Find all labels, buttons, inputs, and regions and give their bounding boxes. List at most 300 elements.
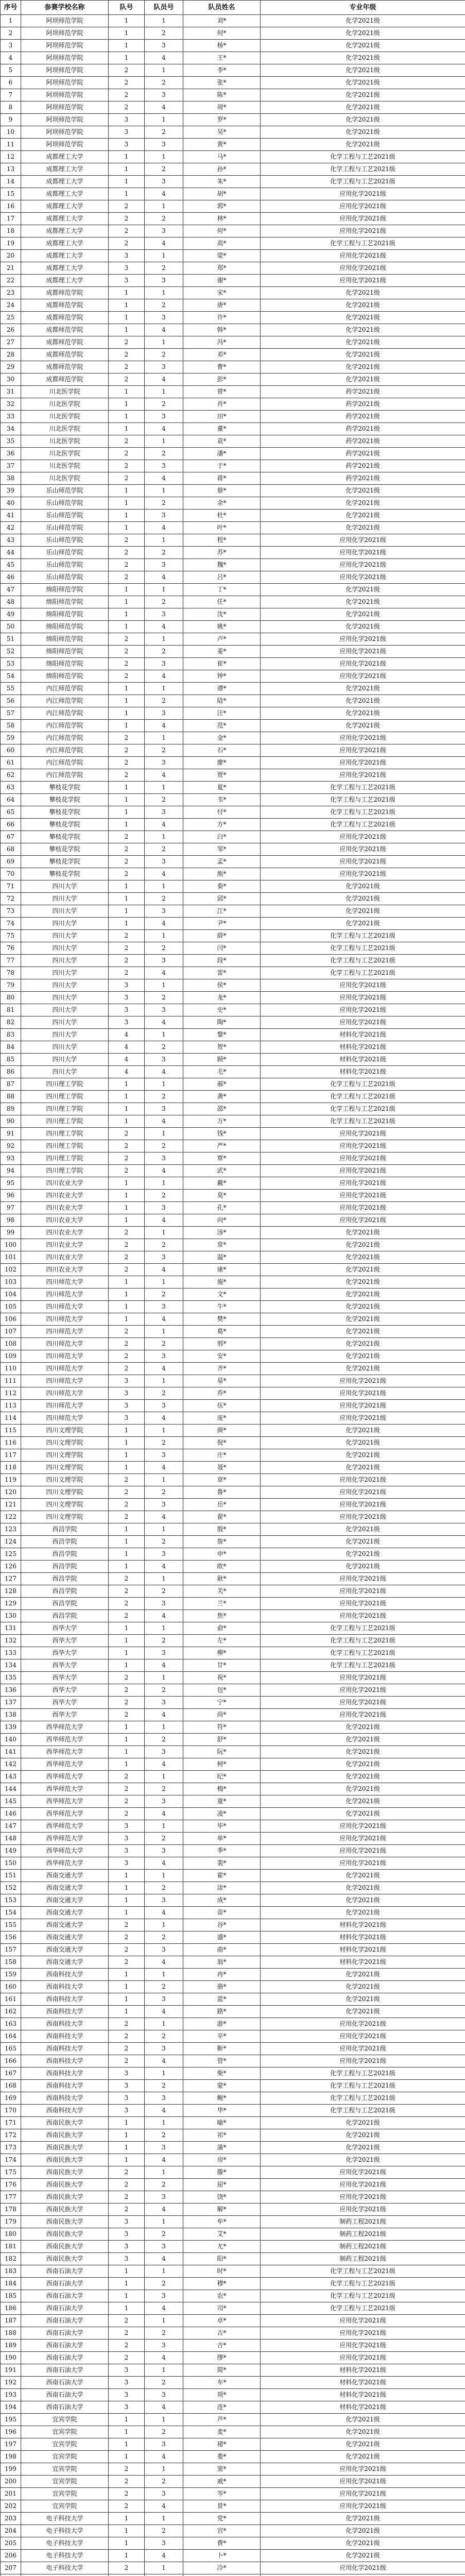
cell-major-grade: 应用化学2021级 <box>261 250 465 262</box>
cell-major-grade: 应用化学2021级 <box>261 1573 465 1585</box>
cell-major-grade: 应用化学2021级 <box>261 732 465 744</box>
cell-index: 151 <box>1 1870 21 1882</box>
cell-major-grade: 化学2021级 <box>261 893 465 905</box>
cell-member-name: 杨* <box>183 40 261 52</box>
cell-team-no: 2 <box>109 670 145 683</box>
cell-team-no: 1 <box>109 806 145 819</box>
cell-school: 西南民族大学 <box>21 2129 109 2142</box>
cell-major-grade: 化学工程与工艺2021级 <box>261 2080 465 2092</box>
cell-member-name: 江* <box>183 905 261 918</box>
cell-school: 成都理工大学 <box>21 176 109 188</box>
cell-member-no: 3 <box>145 608 183 621</box>
cell-member-name: 付* <box>183 806 261 819</box>
table-row <box>1 1511 465 1523</box>
cell-major-grade: 化学2021级 <box>261 114 465 126</box>
cell-major-grade: 化学2021级 <box>261 1350 465 1363</box>
cell-member-name: 贾* <box>183 769 261 782</box>
cell-major-grade: 应用化学2021级 <box>261 1153 465 1165</box>
cell-school: 四川文理学院 <box>21 1511 109 1523</box>
cell-school: 四川理工学院 <box>21 1140 109 1153</box>
cell-member-name: 耿* <box>183 1573 261 1585</box>
cell-team-no: 1 <box>109 1214 145 1227</box>
cell-member-no: 1 <box>145 1820 183 1833</box>
cell-major-grade: 应用化学2021级 <box>261 1845 465 1857</box>
cell-school: 成都理工大学 <box>21 238 109 250</box>
cell-member-name: 艾* <box>183 2228 261 2241</box>
cell-major-grade: 化学2021级 <box>261 608 465 621</box>
cell-team-no: 1 <box>109 621 145 633</box>
cell-school: 西南石油大学 <box>21 2265 109 2278</box>
table-row <box>1 856 465 868</box>
table-row <box>1 1425 465 1437</box>
table-row <box>1 2414 465 2426</box>
cell-member-no: 1 <box>145 485 183 497</box>
cell-school: 西华大学 <box>21 1672 109 1684</box>
cell-school: 西昌学院 <box>21 1585 109 1598</box>
cell-member-no: 2 <box>145 2179 183 2191</box>
cell-index: 125 <box>1 1548 21 1561</box>
cell-member-no: 2 <box>145 1684 183 1697</box>
cell-team-no: 2 <box>109 744 145 757</box>
cell-member-name: 严* <box>183 1140 261 1153</box>
cell-major-grade: 化学2021级 <box>261 101 465 114</box>
cell-member-no: 3 <box>145 1845 183 1857</box>
cell-index: 194 <box>1 2401 21 2414</box>
cell-major-grade: 应用化学2021级 <box>261 1140 465 1153</box>
cell-index: 149 <box>1 1845 21 1857</box>
cell-school: 四川大学 <box>21 955 109 967</box>
cell-index: 198 <box>1 2451 21 2463</box>
cell-team-no: 1 <box>109 794 145 806</box>
table-row <box>1 1956 465 1969</box>
cell-school: 攀枝花学院 <box>21 782 109 794</box>
cell-school: 攀枝花学院 <box>21 843 109 856</box>
table-row <box>1 1326 465 1338</box>
cell-member-name: 谭* <box>183 683 261 695</box>
cell-major-grade: 材料化学2021级 <box>261 1041 465 1054</box>
cell-school: 四川师范大学 <box>21 1363 109 1375</box>
cell-major-grade: 应用化学2021级 <box>261 571 465 584</box>
cell-major-grade: 应用化学2021级 <box>261 1598 465 1610</box>
cell-member-no: 2 <box>145 992 183 1004</box>
cell-member-name: 姜* <box>183 646 261 658</box>
cell-major-grade: 化学2021级 <box>261 1523 465 1536</box>
cell-team-no: 1 <box>109 386 145 398</box>
cell-member-name: 樊* <box>183 1313 261 1326</box>
cell-member-name: 温* <box>183 1251 261 1264</box>
cell-school: 成都理工大学 <box>21 275 109 287</box>
cell-member-no: 2 <box>145 1585 183 1598</box>
cell-member-name: 顾* <box>183 1054 261 1066</box>
cell-index: 82 <box>1 1016 21 1029</box>
table-row <box>1 238 465 250</box>
cell-member-name: 夏* <box>183 782 261 794</box>
cell-member-name: 汪* <box>183 707 261 720</box>
cell-school: 阿坝师范学院 <box>21 40 109 52</box>
table-row <box>1 1276 465 1289</box>
cell-member-no: 4 <box>145 1561 183 1573</box>
cell-school: 四川理工学院 <box>21 1078 109 1091</box>
cell-school: 四川大学 <box>21 1004 109 1016</box>
cell-member-no: 2 <box>145 1387 183 1400</box>
cell-member-no: 4 <box>145 2550 183 2562</box>
cell-team-no: 2 <box>109 1573 145 1585</box>
cell-member-name: 于* <box>183 460 261 472</box>
cell-member-no: 2 <box>145 1734 183 1746</box>
cell-index: 19 <box>1 238 21 250</box>
cell-major-grade: 化学工程与工艺2021级 <box>261 2105 465 2117</box>
cell-school: 西南民族大学 <box>21 2204 109 2216</box>
cell-major-grade: 化学2021级 <box>261 497 465 510</box>
cell-member-name: 田* <box>183 411 261 423</box>
cell-major-grade: 化学工程与工艺2021级 <box>261 2302 465 2315</box>
cell-school: 乐山师范学院 <box>21 559 109 571</box>
cell-member-name: 娄* <box>183 2451 261 2463</box>
cell-index: 155 <box>1 1919 21 1931</box>
cell-member-name: 廖* <box>183 757 261 769</box>
cell-team-no: 1 <box>109 782 145 794</box>
cell-index: 105 <box>1 1301 21 1313</box>
cell-index: 57 <box>1 707 21 720</box>
cell-school: 四川大学 <box>21 1016 109 1029</box>
cell-team-no: 2 <box>109 843 145 856</box>
cell-major-grade: 应用化学2021级 <box>261 856 465 868</box>
cell-member-name: 詹* <box>183 1536 261 1548</box>
cell-school: 西华师范大学 <box>21 1795 109 1808</box>
cell-member-name: 庄* <box>183 1449 261 1462</box>
cell-school: 四川理工学院 <box>21 1103 109 1115</box>
cell-major-grade: 应用化学2021级 <box>261 2315 465 2327</box>
cell-major-grade: 化学2021级 <box>261 1338 465 1350</box>
cell-school: 四川理工学院 <box>21 1153 109 1165</box>
cell-school: 西南交通大学 <box>21 1931 109 1944</box>
cell-member-no: 4 <box>145 1462 183 1474</box>
cell-team-no: 2 <box>109 213 145 225</box>
cell-member-name: 胡* <box>183 188 261 200</box>
cell-index: 123 <box>1 1523 21 1536</box>
cell-index: 35 <box>1 435 21 448</box>
cell-team-no: 1 <box>109 2537 145 2550</box>
cell-member-name: 孟* <box>183 856 261 868</box>
cell-index: 12 <box>1 151 21 163</box>
table-row <box>1 2525 465 2537</box>
cell-member-name: 唐* <box>183 299 261 312</box>
cell-member-name: 尹* <box>183 918 261 930</box>
cell-member-no: 1 <box>145 435 183 448</box>
cell-major-grade: 应用化学2021级 <box>261 1511 465 1523</box>
cell-index: 207 <box>1 2562 21 2574</box>
cell-major-grade: 应用化学2021级 <box>261 1486 465 1499</box>
cell-index: 192 <box>1 2377 21 2389</box>
cell-member-no: 2 <box>145 1486 183 1499</box>
cell-member-no: 4 <box>145 1412 183 1425</box>
cell-major-grade: 制药工程2021级 <box>261 2216 465 2228</box>
cell-major-grade: 化学2021级 <box>261 1289 465 1301</box>
cell-school: 电子科技大学 <box>21 2525 109 2537</box>
cell-index: 196 <box>1 2426 21 2438</box>
cell-team-no: 1 <box>109 2513 145 2525</box>
cell-index: 176 <box>1 2179 21 2191</box>
cell-team-no: 1 <box>109 299 145 312</box>
cell-member-name: 邹* <box>183 843 261 856</box>
cell-school: 西南石油大学 <box>21 2290 109 2302</box>
table-row <box>1 2204 465 2216</box>
cell-member-name: 靳* <box>183 2043 261 2055</box>
cell-member-name: 孙* <box>183 163 261 176</box>
cell-team-no: 2 <box>109 101 145 114</box>
cell-index: 117 <box>1 1449 21 1462</box>
cell-member-no: 3 <box>145 2389 183 2401</box>
cell-index: 18 <box>1 225 21 238</box>
table-row <box>1 1771 465 1783</box>
cell-member-no: 1 <box>145 2265 183 2278</box>
cell-team-no: 3 <box>109 2092 145 2105</box>
table-row <box>1 510 465 522</box>
cell-school: 西南民族大学 <box>21 2154 109 2166</box>
cell-index: 189 <box>1 2340 21 2352</box>
cell-school <box>21 2574 109 2576</box>
cell-member-name: 宫* <box>183 2525 261 2537</box>
cell-member-no: 4 <box>145 1313 183 1326</box>
cell-index: 137 <box>1 1697 21 1709</box>
cell-member-no: 1 <box>145 831 183 843</box>
cell-school: 乐山师范学院 <box>21 497 109 510</box>
cell-member-name: 朱* <box>183 176 261 188</box>
cell-member-no: 2 <box>145 2426 183 2438</box>
cell-member-name: 黎* <box>183 1029 261 1041</box>
cell-index: 185 <box>1 2290 21 2302</box>
cell-member-name: 乔* <box>183 1387 261 1400</box>
cell-member-no: 1 <box>145 336 183 349</box>
cell-team-no: 1 <box>109 1647 145 1659</box>
table-row <box>1 2401 465 2414</box>
cell-major-grade: 药学2021级 <box>261 386 465 398</box>
cell-member-no: 4 <box>145 52 183 64</box>
cell-team-no: 2 <box>109 2476 145 2488</box>
cell-school: 成都理工大学 <box>21 213 109 225</box>
cell-member-name: 齐* <box>183 1363 261 1375</box>
table-row <box>1 101 465 114</box>
cell-team-no: 2 <box>109 1153 145 1165</box>
cell-member-name: 谢* <box>183 275 261 287</box>
cell-member-name: 方* <box>183 819 261 831</box>
table-row <box>1 139 465 151</box>
cell-member-name: 蓝* <box>183 1993 261 2006</box>
cell-school: 四川大学 <box>21 1041 109 1054</box>
cell-member-no: 4 <box>145 769 183 782</box>
cell-member-name: 石* <box>183 744 261 757</box>
cell-team-no: 1 <box>109 1103 145 1115</box>
cell-major-grade: 化学工程与工艺2021级 <box>261 955 465 967</box>
cell-team-no: 2 <box>109 1140 145 1153</box>
cell-member-no: 1 <box>145 930 183 942</box>
cell-member-no: 1 <box>145 200 183 213</box>
cell-member-name: 包* <box>183 1684 261 1697</box>
cell-major-grade: 应用化学2021级 <box>261 1833 465 1845</box>
table-row <box>1 1091 465 1103</box>
header-member-name: 队员姓名 <box>183 1 261 15</box>
cell-school: 西华大学 <box>21 1622 109 1635</box>
table-row <box>1 213 465 225</box>
table-row <box>1 732 465 744</box>
cell-school: 电子科技大学 <box>21 2513 109 2525</box>
cell-team-no: 4 <box>109 1029 145 1041</box>
cell-index: 49 <box>1 608 21 621</box>
cell-index: 108 <box>1 1338 21 1350</box>
cell-team-no: 2 <box>109 2463 145 2476</box>
cell-member-no: 1 <box>145 1672 183 1684</box>
table-row <box>1 64 465 77</box>
cell-school: 乐山师范学院 <box>21 522 109 534</box>
cell-member-name: 莫* <box>183 1190 261 1202</box>
cell-team-no: 2 <box>109 1227 145 1239</box>
table-row <box>1 1016 465 1029</box>
cell-team-no: 2 <box>109 2562 145 2574</box>
cell-member-name: 覃* <box>183 1153 261 1165</box>
cell-team-no: 1 <box>109 905 145 918</box>
cell-member-name: 翟* <box>183 1511 261 1523</box>
cell-member-name: 贺* <box>183 1041 261 1054</box>
cell-major-grade: 应用化学2021级 <box>261 225 465 238</box>
cell-member-no: 4 <box>145 868 183 880</box>
cell-member-name: 时* <box>183 2265 261 2278</box>
cell-team-no: 1 <box>109 1190 145 1202</box>
cell-major-grade: 化学工程与工艺2021级 <box>261 794 465 806</box>
cell-member-no: 4 <box>145 2302 183 2315</box>
cell-school: 绵阳师范学院 <box>21 646 109 658</box>
cell-member-no: 2 <box>145 596 183 608</box>
cell-member-name: 成* <box>183 1894 261 1907</box>
cell-school: 四川农业大学 <box>21 1202 109 1214</box>
cell-team-no: 1 <box>109 1177 145 1190</box>
cell-team-no: 2 <box>109 1326 145 1338</box>
cell-team-no: 2 <box>109 472 145 485</box>
cell-school: 攀枝花学院 <box>21 856 109 868</box>
table-row <box>1 89 465 101</box>
cell-team-no: 1 <box>109 163 145 176</box>
cell-major-grade: 化学2021级 <box>261 1239 465 1251</box>
cell-index: 164 <box>1 2030 21 2043</box>
cell-member-no: 3 <box>145 1251 183 1264</box>
table-row <box>1 2537 465 2550</box>
table-row <box>1 1375 465 1387</box>
cell-index: 144 <box>1 1783 21 1795</box>
cell-member-no: 1 <box>145 2018 183 2030</box>
cell-member-name: 喻* <box>183 2117 261 2129</box>
cell-team-no: 3 <box>109 1375 145 1387</box>
table-row <box>1 151 465 163</box>
cell-team-no: 2 <box>109 2340 145 2352</box>
cell-school: 西华师范大学 <box>21 1758 109 1771</box>
cell-member-name: 阮* <box>183 1746 261 1758</box>
cell-member-name: 饶* <box>183 2191 261 2204</box>
cell-school: 四川大学 <box>21 1054 109 1066</box>
cell-member-name: 许* <box>183 312 261 324</box>
cell-member-no: 1 <box>145 1721 183 1734</box>
cell-team-no <box>109 2574 145 2576</box>
table-row <box>1 435 465 448</box>
cell-member-name: 屈* <box>183 2179 261 2191</box>
cell-team-no: 3 <box>109 2080 145 2092</box>
cell-index: 94 <box>1 1165 21 1177</box>
cell-team-no: 1 <box>109 1907 145 1919</box>
cell-member-name: 常* <box>183 1239 261 1251</box>
cell-team-no: 3 <box>109 262 145 275</box>
cell-index: 130 <box>1 1610 21 1622</box>
cell-major-grade: 应用化学2021级 <box>261 2018 465 2030</box>
cell-member-name: 兰* <box>183 1598 261 1610</box>
cell-member-name: 陈* <box>183 89 261 101</box>
cell-member-no: 3 <box>145 2043 183 2055</box>
cell-index: 21 <box>1 262 21 275</box>
cell-member-no: 3 <box>145 1697 183 1709</box>
cell-school: 西南石油大学 <box>21 2340 109 2352</box>
table-row <box>1 1066 465 1078</box>
cell-school: 西昌学院 <box>21 1561 109 1573</box>
cell-school: 四川大学 <box>21 992 109 1004</box>
cell-index: 127 <box>1 1573 21 1585</box>
cell-school: 西南交通大学 <box>21 1907 109 1919</box>
cell-school: 四川大学 <box>21 1029 109 1041</box>
cell-member-no: 1 <box>145 151 183 163</box>
cell-index: 54 <box>1 670 21 683</box>
table-row <box>1 2241 465 2253</box>
cell-member-no: 4 <box>145 522 183 534</box>
cell-index: 40 <box>1 497 21 510</box>
cell-major-grade: 化学工程与工艺2021级 <box>261 2092 465 2105</box>
cell-school: 川北医学院 <box>21 411 109 423</box>
cell-team-no: 1 <box>109 510 145 522</box>
table-row <box>1 707 465 720</box>
cell-team-no: 1 <box>109 880 145 893</box>
table-row <box>1 1029 465 1041</box>
cell-member-no: 4 <box>145 967 183 979</box>
cell-team-no: 1 <box>109 52 145 64</box>
cell-member-no: 1 <box>145 633 183 646</box>
table-row <box>1 2105 465 2117</box>
cell-major-grade: 化学工程与工艺2021级 <box>261 163 465 176</box>
cell-team-no: 1 <box>109 27 145 40</box>
cell-school: 西南科技大学 <box>21 1969 109 1981</box>
cell-member-name: 熊* <box>183 868 261 880</box>
cell-index: 48 <box>1 596 21 608</box>
cell-index: 93 <box>1 1153 21 1165</box>
cell-index: 30 <box>1 374 21 386</box>
table-row <box>1 955 465 967</box>
cell-index: 90 <box>1 1115 21 1128</box>
table-row <box>1 15 465 27</box>
cell-index: 17 <box>1 213 21 225</box>
cell-member-name: 芦* <box>183 2414 261 2426</box>
cell-school: 西昌学院 <box>21 1610 109 1622</box>
table-row <box>1 2476 465 2488</box>
cell-team-no: 1 <box>109 1659 145 1672</box>
table-row <box>1 163 465 176</box>
cell-team-no: 2 <box>109 1239 145 1251</box>
cell-member-name: 殷* <box>183 1523 261 1536</box>
cell-major-grade: 应用化学2021级 <box>261 1004 465 1016</box>
cell-school: 四川理工学院 <box>21 1115 109 1128</box>
cell-school: 西南民族大学 <box>21 2241 109 2253</box>
cell-school: 内江师范学院 <box>21 720 109 732</box>
cell-index: 128 <box>1 1585 21 1598</box>
cell-school: 西华师范大学 <box>21 1845 109 1857</box>
cell-school: 四川大学 <box>21 942 109 955</box>
cell-index: 116 <box>1 1437 21 1449</box>
cell-member-no: 4 <box>145 1016 183 1029</box>
cell-major-grade: 化学2021级 <box>261 720 465 732</box>
cell-major-grade: 材料化学2021级 <box>261 1931 465 1944</box>
